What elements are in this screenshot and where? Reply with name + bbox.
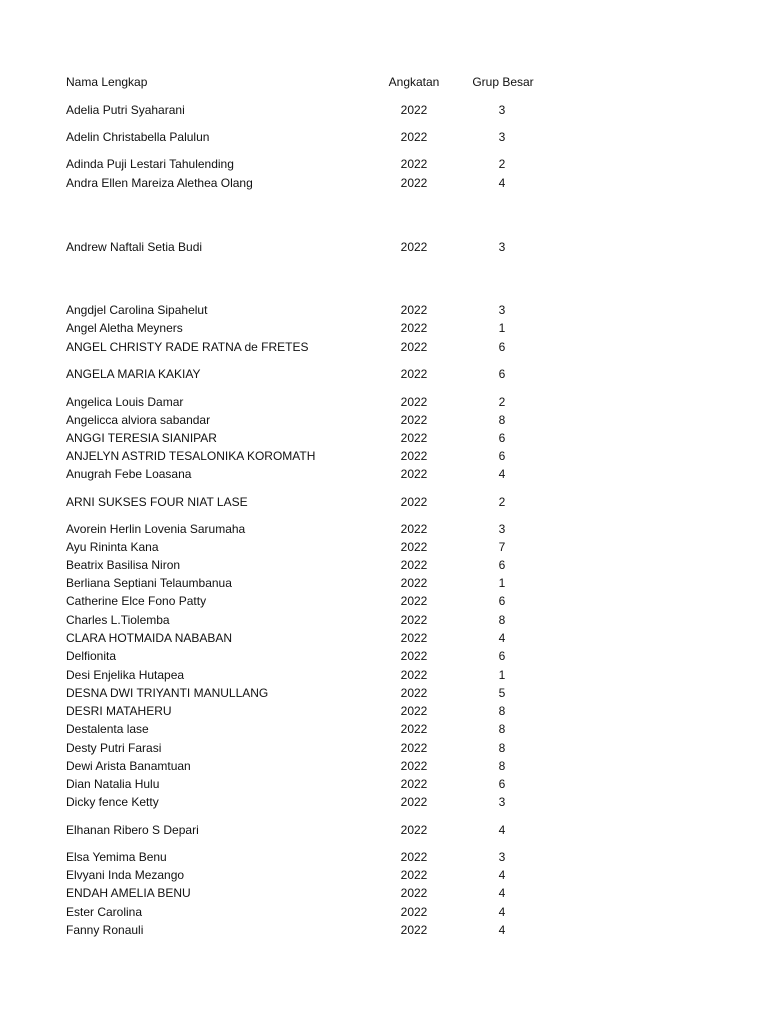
row-year-cell: 2022 xyxy=(400,594,428,608)
row-group-cell: 4 xyxy=(498,886,506,900)
row-group-cell: 8 xyxy=(498,413,506,427)
row-group-cell: 4 xyxy=(498,923,506,937)
row-name-cell: Andra Ellen Mareiza Alethea Olang xyxy=(66,176,253,190)
row-year-cell: 2022 xyxy=(400,176,428,190)
row-group-cell: 3 xyxy=(498,850,506,864)
row-year-cell: 2022 xyxy=(400,613,428,627)
row-group-cell: 2 xyxy=(498,395,506,409)
row-name-cell: Ester Carolina xyxy=(66,905,143,919)
row-year-cell: 2022 xyxy=(400,704,428,718)
row-name-cell: Elhanan Ribero S Depari xyxy=(66,823,199,837)
row-name-cell: Dian Natalia Hulu xyxy=(66,777,160,791)
row-name-cell: Elsa Yemima Benu xyxy=(66,850,167,864)
row-name-cell: Desi Enjelika Hutapea xyxy=(66,668,185,682)
row-group-cell: 3 xyxy=(498,522,506,536)
row-year-cell: 2022 xyxy=(400,759,428,773)
row-name-cell: Fanny Ronauli xyxy=(66,923,144,937)
row-year-cell: 2022 xyxy=(400,467,428,481)
row-group-cell: 6 xyxy=(498,594,506,608)
row-year-cell: 2022 xyxy=(400,449,428,463)
row-group-cell: 6 xyxy=(498,649,506,663)
row-group-cell: 8 xyxy=(498,704,506,718)
row-name-cell: Charles L.Tiolemba xyxy=(66,613,170,627)
row-group-cell: 4 xyxy=(498,631,506,645)
row-group-cell: 4 xyxy=(498,467,506,481)
row-group-cell: 7 xyxy=(498,540,506,554)
row-group-cell: 4 xyxy=(498,823,506,837)
row-year-cell: 2022 xyxy=(400,631,428,645)
row-name-cell: ANGGI TERESIA SIANIPAR xyxy=(66,431,217,445)
row-name-cell: Adelin Christabella Palulun xyxy=(66,130,210,144)
row-year-cell: 2022 xyxy=(400,668,428,682)
row-group-cell: 8 xyxy=(498,722,506,736)
row-name-cell: Beatrix Basilisa Niron xyxy=(66,558,181,572)
row-name-cell: Desty Putri Farasi xyxy=(66,741,162,755)
row-name-cell: Angelicca alviora sabandar xyxy=(66,413,211,427)
row-name-cell: Destalenta lase xyxy=(66,722,149,736)
row-year-cell: 2022 xyxy=(400,130,428,144)
row-group-cell: 1 xyxy=(498,668,506,682)
row-name-cell: Ayu Rininta Kana xyxy=(66,540,159,554)
row-name-cell: Dewi Arista Banamtuan xyxy=(66,759,191,773)
row-year-cell: 2022 xyxy=(400,340,428,354)
row-group-cell: 8 xyxy=(498,741,506,755)
row-name-cell: ANJELYN ASTRID TESALONIKA KOROMATH xyxy=(66,449,316,463)
row-name-cell: Angelica Louis Damar xyxy=(66,395,184,409)
row-group-cell: 2 xyxy=(498,157,506,171)
header-year: Angkatan xyxy=(388,75,440,89)
row-name-cell: ANGELA MARIA KAKIAY xyxy=(66,367,201,381)
row-year-cell: 2022 xyxy=(400,795,428,809)
row-group-cell: 5 xyxy=(498,686,506,700)
row-year-cell: 2022 xyxy=(400,649,428,663)
row-name-cell: Angel Aletha Meyners xyxy=(66,321,183,335)
row-name-cell: Avorein Herlin Lovenia Sarumaha xyxy=(66,522,246,536)
row-group-cell: 3 xyxy=(498,103,506,117)
row-year-cell: 2022 xyxy=(400,558,428,572)
header-name: Nama Lengkap xyxy=(66,75,148,89)
row-year-cell: 2022 xyxy=(400,157,428,171)
row-group-cell: 8 xyxy=(498,759,506,773)
row-year-cell: 2022 xyxy=(400,722,428,736)
row-year-cell: 2022 xyxy=(400,321,428,335)
row-year-cell: 2022 xyxy=(400,923,428,937)
row-group-cell: 1 xyxy=(498,321,506,335)
row-group-cell: 6 xyxy=(498,558,506,572)
row-year-cell: 2022 xyxy=(400,777,428,791)
row-year-cell: 2022 xyxy=(400,240,428,254)
row-name-cell: Catherine Elce Fono Patty xyxy=(66,594,207,608)
row-name-cell: ENDAH AMELIA BENU xyxy=(66,886,191,900)
row-name-cell: ARNI SUKSES FOUR NIAT LASE xyxy=(66,495,248,509)
row-name-cell: Adelia Putri Syaharani xyxy=(66,103,185,117)
row-year-cell: 2022 xyxy=(400,823,428,837)
row-name-cell: DESRI MATAHERU xyxy=(66,704,172,718)
row-year-cell: 2022 xyxy=(400,103,428,117)
row-group-cell: 6 xyxy=(498,449,506,463)
row-name-cell: Elvyani Inda Mezango xyxy=(66,868,185,882)
row-group-cell: 3 xyxy=(498,795,506,809)
row-year-cell: 2022 xyxy=(400,850,428,864)
row-group-cell: 8 xyxy=(498,613,506,627)
row-group-cell: 6 xyxy=(498,777,506,791)
row-year-cell: 2022 xyxy=(400,303,428,317)
row-year-cell: 2022 xyxy=(400,576,428,590)
row-year-cell: 2022 xyxy=(400,886,428,900)
row-name-cell: Berliana Septiani Telaumbanua xyxy=(66,576,232,590)
row-name-cell: Anugrah Febe Loasana xyxy=(66,467,192,481)
row-group-cell: 4 xyxy=(498,905,506,919)
row-group-cell: 2 xyxy=(498,495,506,509)
row-year-cell: 2022 xyxy=(400,540,428,554)
row-group-cell: 4 xyxy=(498,868,506,882)
row-year-cell: 2022 xyxy=(400,431,428,445)
row-name-cell: Angdjel Carolina Sipahelut xyxy=(66,303,208,317)
row-group-cell: 6 xyxy=(498,431,506,445)
row-year-cell: 2022 xyxy=(400,495,428,509)
row-group-cell: 3 xyxy=(498,130,506,144)
row-name-cell: Delfionita xyxy=(66,649,117,663)
row-name-cell: Dicky fence Ketty xyxy=(66,795,159,809)
row-year-cell: 2022 xyxy=(400,413,428,427)
row-name-cell: ANGEL CHRISTY RADE RATNA de FRETES xyxy=(66,340,309,354)
row-year-cell: 2022 xyxy=(400,741,428,755)
row-group-cell: 3 xyxy=(498,303,506,317)
row-name-cell: CLARA HOTMAIDA NABABAN xyxy=(66,631,233,645)
row-year-cell: 2022 xyxy=(400,367,428,381)
row-group-cell: 4 xyxy=(498,176,506,190)
row-year-cell: 2022 xyxy=(400,522,428,536)
header-group: Grup Besar xyxy=(472,75,534,89)
row-year-cell: 2022 xyxy=(400,905,428,919)
row-name-cell: Adinda Puji Lestari Tahulending xyxy=(66,157,234,171)
row-year-cell: 2022 xyxy=(400,395,428,409)
row-name-cell: DESNA DWI TRIYANTI MANULLANG xyxy=(66,686,269,700)
row-group-cell: 6 xyxy=(498,367,506,381)
row-name-cell: Andrew Naftali Setia Budi xyxy=(66,240,203,254)
row-year-cell: 2022 xyxy=(400,686,428,700)
row-group-cell: 3 xyxy=(498,240,506,254)
row-group-cell: 6 xyxy=(498,340,506,354)
row-year-cell: 2022 xyxy=(400,868,428,882)
row-group-cell: 1 xyxy=(498,576,506,590)
